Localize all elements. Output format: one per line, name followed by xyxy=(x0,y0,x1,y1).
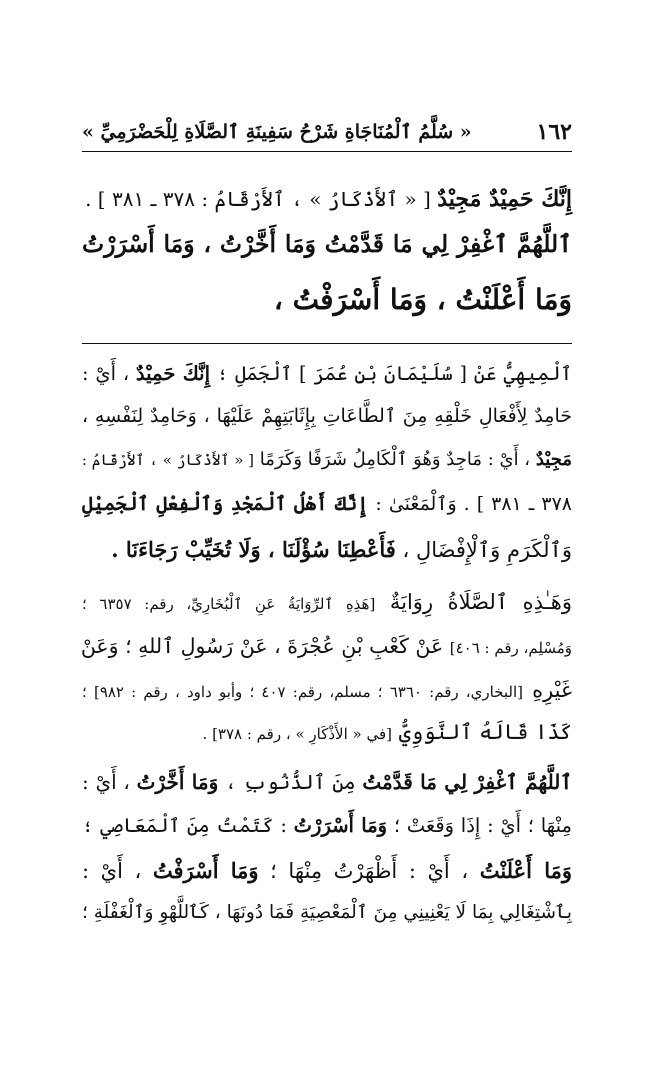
text-run: إِنَّكَ أَهْلُ ٱلْمَجْدِ وَٱلْفِعْلِ ٱلْجَمِيْلِ xyxy=(82,493,369,515)
text-run: وَٱلْكَرَمِ وَٱلْإِفْضَالِ ، xyxy=(402,538,572,562)
running-header xyxy=(82,115,572,149)
commentary-line-5 xyxy=(82,537,572,562)
page-number: ١٦٢ xyxy=(536,119,572,145)
text-run: كَذَا قَالَهُ ٱلنَّوَوِيُّ xyxy=(398,720,572,744)
text-run: ٱللَّهُمَّ ٱغْفِرْ لِي مَا قَدَّمْتُ xyxy=(362,770,573,794)
commentary-line-3 xyxy=(82,449,572,470)
commentary-line-2: حَامِدٌ لِأَفْعَالِ خَلْقِهِ مِنَ ٱلطَّاعَاتِ بِإِثَابَتِهِمْ عَلَيْهَا ، وَحَامِدٌ لِنَفْسِهِ ، xyxy=(82,405,572,427)
text-run: وَمَا أَعْلَنْتُ xyxy=(479,858,572,883)
text-run: مِنَ ٱلذُّنُوبِ ، xyxy=(224,770,356,794)
text-run: ، أَيْ : أَظْهَرْتُ مِنْهَا ؛ xyxy=(270,859,469,883)
matn-line-2: ٱللَّهُمَّ ٱغْفِرْ لِي مَا قَدَّمْتُ وَمَا أَخَّرْتُ ، وَمَا أَسْرَرْتُ xyxy=(82,230,572,258)
commentary-line-10 xyxy=(82,770,572,794)
text-run: ، أَيْ : xyxy=(82,770,130,794)
commentary-line-4 xyxy=(82,493,572,515)
text-run: عَنْ كَعْبِ بْنِ عُجْرَةَ ، عَنْ رَسُولِ ٱللهِ ؛ وَعَنْ xyxy=(80,634,444,658)
commentary-line-7 xyxy=(82,634,572,658)
matn-reference: [ « ٱلأَذْكَارُ » ، ٱلأَرْقَامُ : ٣٧٨ ـ ٣٨١ ] . xyxy=(85,187,431,211)
commentary-line-12 xyxy=(82,858,572,883)
text-run: [في « الأَذْكَارِ » ، رقم : ٣٧٨] . xyxy=(202,725,392,743)
header-rule xyxy=(82,151,572,152)
text-run: وَهَـٰذِهِ ٱلصَّلَاةُ رِوَايَةٌ xyxy=(389,590,572,614)
text-run: ، أَيْ : xyxy=(82,859,142,883)
text-run: : كَتَمْتُ مِنَ ٱلْمَعَاصِي ؛ xyxy=(82,814,287,837)
commentary-line-1 xyxy=(82,362,572,385)
text-run: مِنْهَا ؛ أَيْ : إِذَا وَقَعَتْ ؛ xyxy=(393,814,572,837)
running-header-title: « سُلَّمُ ٱلْمُنَاجَاةِ شَرْحُ سَفِينَةِ ٱلصَّلَاةِ لِلْحَضْرَمِيِّ » xyxy=(82,121,472,143)
text-run: وَمُسْلِم، رقم : ٤٠٦] xyxy=(449,639,572,657)
matn-phrase: إِنَّكَ حَمِيْدٌ مَجِيْدٌ xyxy=(437,186,572,212)
text-run: غَيْرِهِ xyxy=(532,678,573,702)
text-run: وَمَا أَخَّرْتُ xyxy=(136,770,219,794)
text-run: مَجِيْدٌ xyxy=(535,449,572,470)
text-run: وَمَا أَسْرَرْتُ xyxy=(293,814,388,837)
matn-line-1 xyxy=(82,186,572,212)
matn-line-3: وَمَا أَعْلَنْتُ ، وَمَا أَسْرَفْتُ ، xyxy=(273,283,572,316)
text-run: إِنَّكَ حَمِيْدٌ xyxy=(135,362,211,385)
commentary-line-8 xyxy=(82,678,572,702)
text-run: ٣٧٨ ـ ٣٨١ ] . وَٱلْمَعْنَىٰ : xyxy=(375,493,572,515)
text-run: ٱلْمِيهِيُّ عَنْ [ سُلَيْمَانَ بْنِ عُمَرَ ] ٱلْجَمَلِ ؛ xyxy=(216,362,572,385)
text-run: [ « ٱلأَذْكَارُ » ، ٱلأَرْقَامُ : xyxy=(81,451,255,469)
text-run: ، أَيْ : مَاجِدٌ وَهُوَ ٱلْكَامِلُ شَرَفًا وَكَرَمًا xyxy=(259,449,531,470)
commentary-line-6 xyxy=(82,590,572,614)
section-divider xyxy=(82,343,572,344)
text-run: ، أَيْ : xyxy=(82,362,130,385)
text-run: وَمَا أَسْرَفْتُ xyxy=(152,858,259,883)
text-run: [البخاري، رقم: ٦٣٦٠ ؛ مسلم، رقم: ٤٠٧ ؛ وأبو داود ، رقم : ٩٨٢] ؛ xyxy=(82,683,523,701)
commentary-line-11 xyxy=(82,814,572,837)
text-run: فَأَعْطِنَا سُؤْلَنَا ، وَلَا تُخَيِّبْ رَجَاءَنَا . xyxy=(111,537,396,562)
commentary-line-9 xyxy=(82,720,572,744)
commentary-line-13: بِٱشْتِغَالِي بِمَا لَا يَعْنِينِي مِنَ ٱلْمَعْصِيَةِ فَمَا دُونَهَا ، كَٱللَّهْوِ وَٱلْغَفْلَةِ ؛ xyxy=(81,902,572,923)
text-run: [هَذِهِ ٱلرِّوَايَةُ عَنِ ٱلْبُخَارِيِّ، رقم: ٦٣٥٧ ؛ xyxy=(82,595,376,613)
